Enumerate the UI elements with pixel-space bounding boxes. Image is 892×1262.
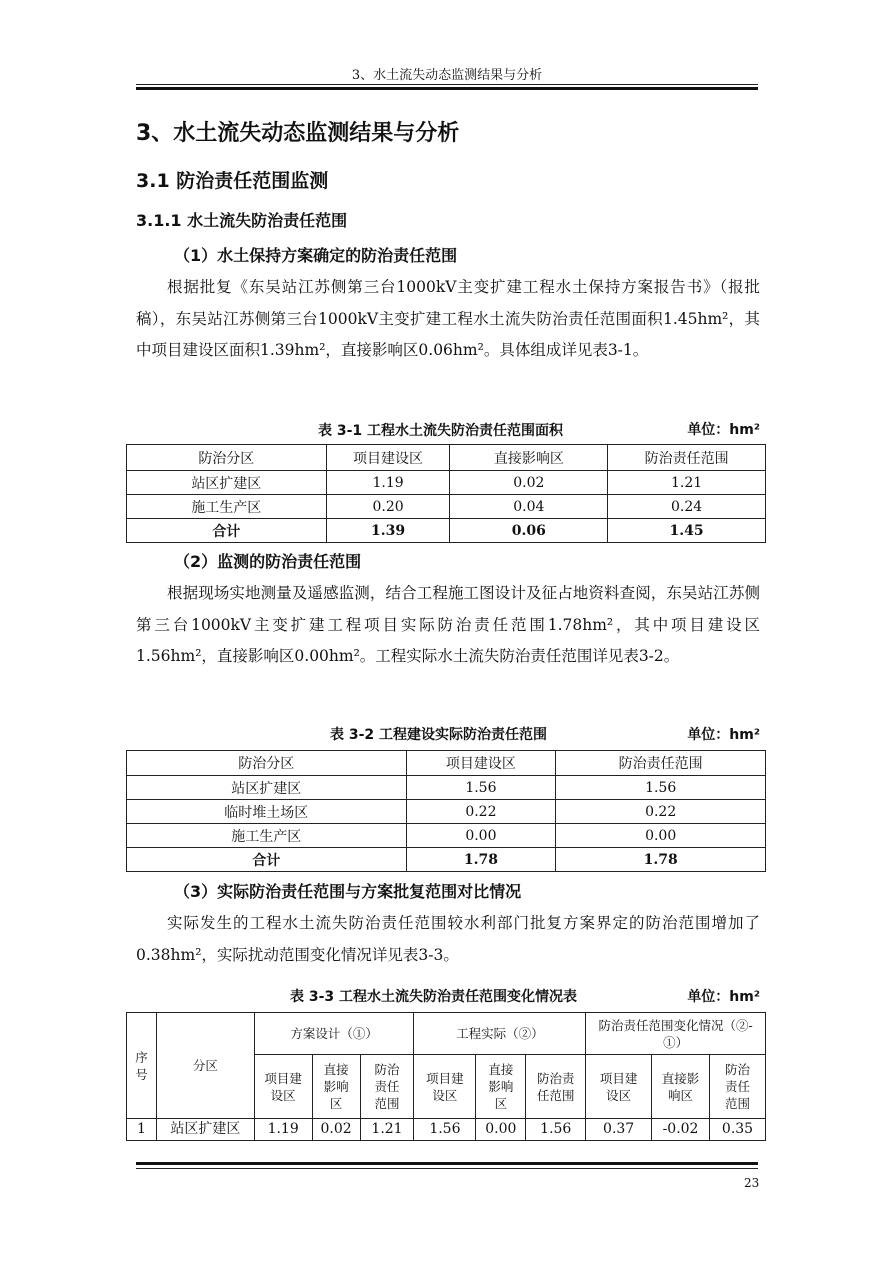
table-cell: 站区扩建区 (127, 776, 407, 800)
table-header-row (127, 445, 766, 471)
table-cell: 0.04 (450, 495, 608, 519)
table-header-cell: 分区 (156, 1013, 254, 1119)
chapter-heading: 3、水土流失动态监测结果与分析 (136, 121, 460, 146)
table-cell: 合计 (127, 519, 327, 543)
table3-unit: 单位：hm² (687, 989, 760, 1005)
table-cell: 1.39 (326, 519, 450, 543)
table-cell: -0.02 (652, 1119, 710, 1141)
table-cell: 0.22 (556, 800, 766, 824)
table-cell: 1.56 (526, 1119, 586, 1141)
table-header-cell: 防治责任范围 (360, 1055, 414, 1119)
table-cell: 1.56 (414, 1119, 476, 1141)
sec1-heading: （1）水土保持方案确定的防治责任范围 (174, 246, 458, 265)
table-row (127, 776, 766, 800)
table-header-cell: 防治责任范围 (709, 1055, 765, 1119)
table-cell: 站区扩建区 (127, 471, 327, 495)
table-header-cell: 防治分区 (127, 445, 327, 471)
table-header-row (127, 1013, 766, 1055)
table3 (126, 1012, 766, 1141)
table-header-group: 工程实际（②） (414, 1013, 586, 1055)
sec2-heading: （2）监测的防治责任范围 (174, 552, 362, 571)
table-cell: 施工生产区 (127, 495, 327, 519)
table-cell: 0.02 (450, 471, 608, 495)
sec3-paragraph: 实际发生的工程水土流失防治责任范围较水利部门批复方案界定的防治范围增加了0.38hm²，实际扰动范围变化情况详见表3-3。 (136, 914, 760, 964)
table-cell: 临时堆土场区 (127, 800, 407, 824)
table-cell: 0.06 (450, 519, 608, 543)
table-cell: 0.22 (406, 800, 556, 824)
table-header-group: 方案设计（①） (254, 1013, 414, 1055)
table-cell: 1.78 (556, 848, 766, 872)
table-row (127, 495, 766, 519)
table-header-cell: 直接影响区 (312, 1055, 360, 1119)
table-header-cell: 防治责任范围 (556, 751, 766, 776)
table-cell: 0.35 (709, 1119, 765, 1141)
header-rule-thin (136, 84, 758, 85)
table-cell: 施工生产区 (127, 824, 407, 848)
table-total-row (127, 519, 766, 543)
running-header: 3、水土流失动态监测结果与分析 (351, 68, 543, 83)
table-total-row (127, 848, 766, 872)
section-heading: 3.1 防治责任范围监测 (136, 170, 329, 192)
table-header-cell: 项目建设区 (586, 1055, 652, 1119)
footer-rule-thick (136, 1162, 758, 1165)
header-rule-thick (136, 87, 758, 90)
table-cell: 1.56 (406, 776, 556, 800)
table-row (127, 471, 766, 495)
table-cell: 1.45 (608, 519, 766, 543)
table-cell: 1.21 (360, 1119, 414, 1141)
table-cell: 1.19 (326, 471, 450, 495)
table-header-cell: 直接影响区 (476, 1055, 526, 1119)
table-header-cell: 直接影响区 (652, 1055, 710, 1119)
subsection-heading: 3.1.1 水土流失防治责任范围 (136, 211, 348, 230)
table-header-cell: 项目建设区 (414, 1055, 476, 1119)
table2-caption: 表 3-2 工程建设实际防治责任范围 (330, 727, 548, 743)
table3-caption: 表 3-3 工程水土流失防治责任范围变化情况表 (290, 989, 578, 1005)
table-header-cell: 直接影响区 (450, 445, 608, 471)
table-header-row (127, 751, 766, 776)
table-cell: 0.20 (326, 495, 450, 519)
table1-caption: 表 3-1 工程水土流失防治责任范围面积 (318, 423, 564, 439)
table-row (127, 800, 766, 824)
table-cell: 1.78 (406, 848, 556, 872)
table-cell: 站区扩建区 (156, 1119, 254, 1141)
table-cell: 1.19 (254, 1119, 312, 1141)
table-header-group: 防治责任范围变化情况（②-①） (586, 1013, 766, 1055)
table-cell: 1.21 (608, 471, 766, 495)
table-cell: 1 (127, 1119, 157, 1141)
footer-rule-thin (136, 1168, 758, 1169)
table-header-cell: 项目建设区 (326, 445, 450, 471)
sec3-heading: （3）实际防治责任范围与方案批复范围对比情况 (174, 882, 522, 901)
table-cell: 0.37 (586, 1119, 652, 1141)
table-cell: 0.00 (556, 824, 766, 848)
page-number: 23 (744, 1176, 760, 1190)
sec1-paragraph: 根据批复《东吴站江苏侧第三台1000kV主变扩建工程水土保持方案报告书》（报批稿），东吴站江苏侧第三台1000kV主变扩建工程水土流失防治责任范围面积1.45hm²，其中项目建设区面积1.39hm²，直接影响区0.06hm²。具体组成详见表3-1。 (136, 278, 760, 359)
table1 (126, 444, 766, 543)
table-cell: 合计 (127, 848, 407, 872)
table1-unit: 单位：hm² (687, 422, 760, 438)
table-row (127, 1119, 766, 1141)
table-cell: 1.56 (556, 776, 766, 800)
sec2-paragraph: 根据现场实地测量及遥感监测，结合工程施工图设计及征占地资料查阅，东吴站江苏侧第三台1000kV主变扩建工程项目实际防治责任范围1.78hm²，其中项目建设区1.56hm²，直接影响区0.00hm²。工程实际水土流失防治责任范围详见表3-2。 (136, 584, 760, 665)
table-cell: 0.02 (312, 1119, 360, 1141)
table2-unit: 单位：hm² (687, 727, 760, 743)
table-cell: 0.00 (476, 1119, 526, 1141)
table-header-cell: 防治责任范围 (608, 445, 766, 471)
table-header-cell: 防治责任范围 (526, 1055, 586, 1119)
table-header-cell: 防治分区 (127, 751, 407, 776)
table2 (126, 750, 766, 872)
table-row (127, 824, 766, 848)
table-header-cell: 项目建设区 (254, 1055, 312, 1119)
table-header-cell: 序号 (127, 1013, 157, 1119)
table-cell: 0.00 (406, 824, 556, 848)
table-header-cell: 项目建设区 (406, 751, 556, 776)
table-cell: 0.24 (608, 495, 766, 519)
